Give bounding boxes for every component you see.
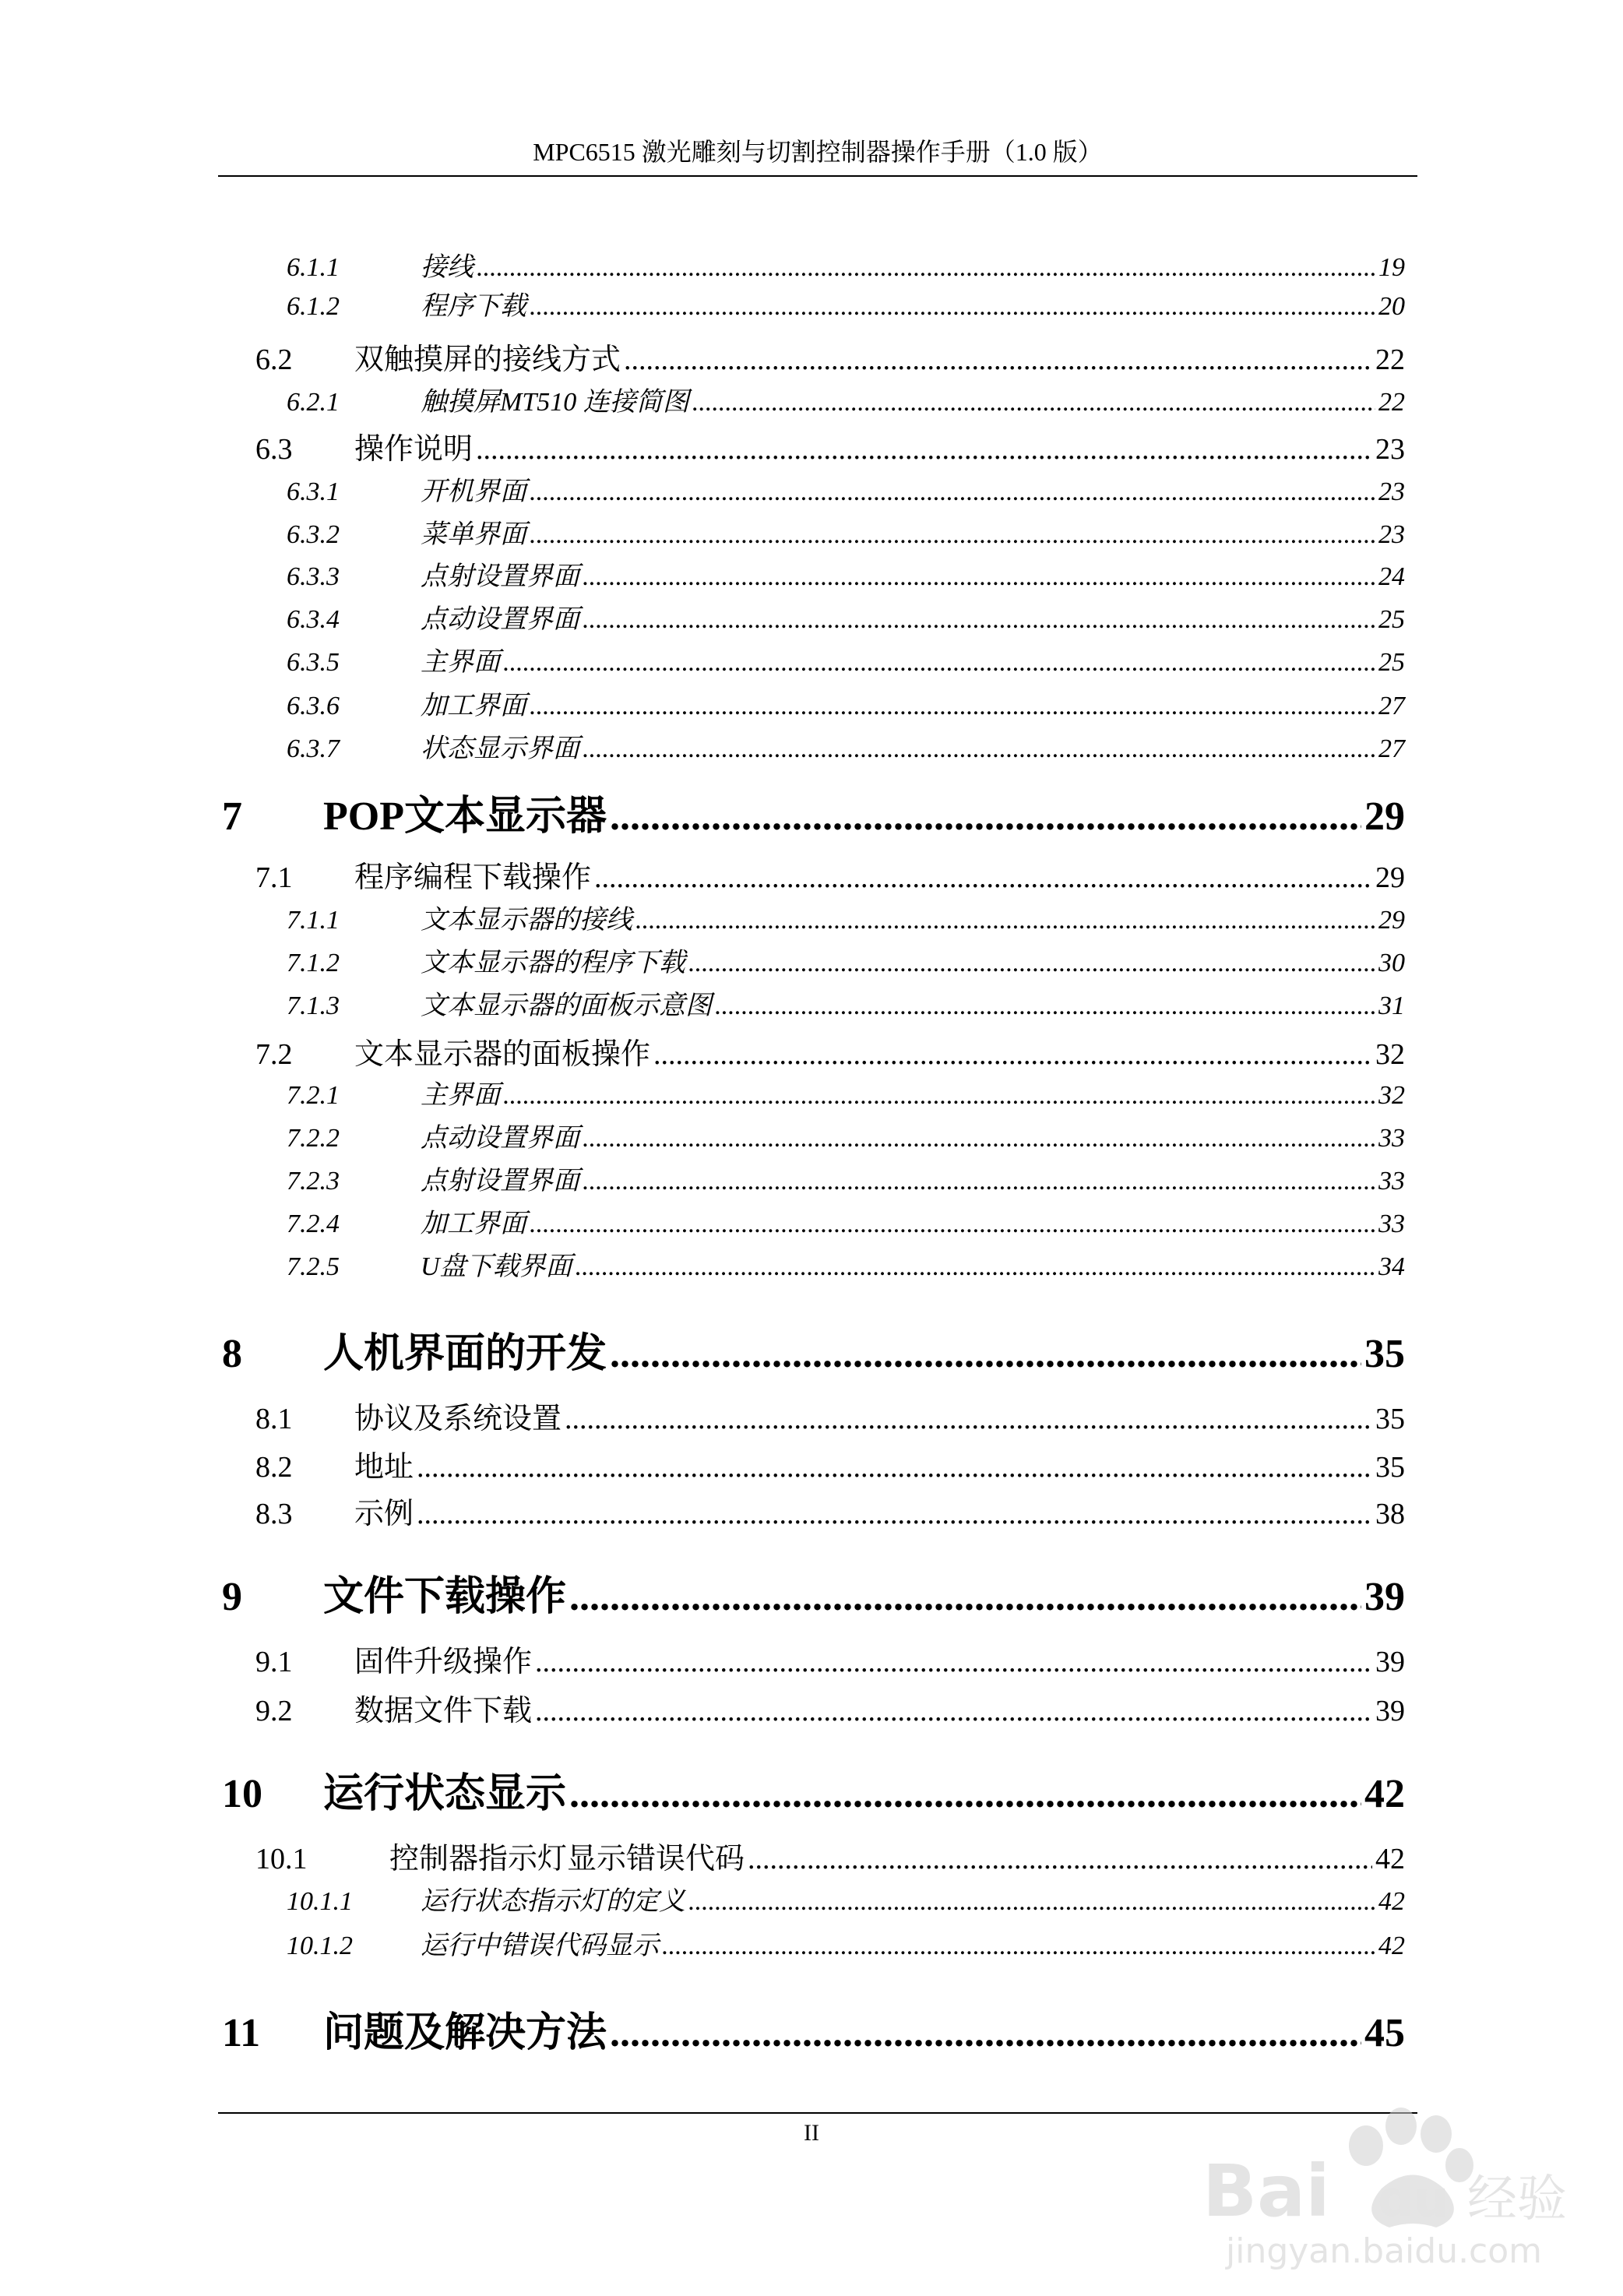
toc-entry-title: 双触摸屏的接线方式 <box>354 343 621 376</box>
toc-entry[interactable] <box>287 245 1405 283</box>
toc-entry-page: 35 <box>1364 1332 1405 1376</box>
toc-leader-dots <box>610 794 1361 840</box>
toc-leader-dots <box>565 1402 1372 1436</box>
baidu-jingyan-watermark <box>1202 2072 1568 2274</box>
toc-entry-number: 8.1 <box>255 1403 293 1435</box>
toc-entry-page: 42 <box>1375 1843 1405 1875</box>
toc-entry-number: 10.1.1 <box>287 1887 353 1916</box>
header-rule <box>218 175 1417 177</box>
toc-entry-title: 程序编程下载操作 <box>354 861 592 894</box>
toc-entry-title: 点射设置界面 <box>421 1167 579 1196</box>
toc-leader-dots <box>583 1167 1375 1196</box>
toc-entry-title: 运行状态指示灯的定义 <box>421 1887 685 1916</box>
toc-entry-title: 地址 <box>354 1451 414 1484</box>
toc-entry-title: 状态显示界面 <box>421 734 579 763</box>
toc-leader-dots <box>569 1574 1361 1620</box>
toc-entry-number: 10.1.2 <box>287 1932 353 1960</box>
toc-entry-page: 23 <box>1378 477 1405 506</box>
toc-entry-page: 45 <box>1364 2011 1405 2055</box>
toc-entry-title: 运行中错误代码显示 <box>421 1932 659 1960</box>
toc-entry-page: 42 <box>1378 1932 1405 1960</box>
toc-leader-dots <box>530 692 1375 721</box>
toc-entry[interactable] <box>287 684 1405 722</box>
toc-entry-page: 27 <box>1378 734 1405 763</box>
toc-entry-title: 文本显示器的接线 <box>421 906 632 935</box>
toc-entry[interactable] <box>255 1637 1405 1680</box>
toc-entry-title: 控制器指示灯显示错误代码 <box>389 1843 745 1875</box>
toc-entry[interactable] <box>222 1999 1405 2058</box>
toc-leader-dots <box>576 1252 1375 1282</box>
toc-entry[interactable] <box>255 1489 1405 1532</box>
toc-entry-number: 8 <box>222 1332 242 1376</box>
toc-entry[interactable] <box>287 727 1405 765</box>
toc-entry-page: 32 <box>1378 1081 1405 1110</box>
toc-entry-page: 33 <box>1378 1167 1405 1196</box>
toc-leader-dots <box>476 432 1372 467</box>
toc-entry-title: 协议及系统设置 <box>354 1403 562 1435</box>
toc-entry-page: 23 <box>1375 433 1405 466</box>
toc-leader-dots <box>583 562 1375 592</box>
toc-entry[interactable] <box>287 380 1405 418</box>
toc-leader-dots <box>535 1694 1372 1728</box>
toc-entry[interactable] <box>287 512 1405 551</box>
toc-entry-title: 接线 <box>421 253 474 282</box>
toc-entry-title: 触摸屏MT510 连接简图 <box>421 388 689 417</box>
toc-entry[interactable] <box>287 984 1405 1022</box>
toc-entry-page: 33 <box>1378 1210 1405 1238</box>
toc-leader-dots <box>583 605 1375 635</box>
toc-entry-page: 29 <box>1375 861 1405 894</box>
toc-leader-dots <box>477 253 1375 283</box>
toc-leader-dots <box>610 1331 1361 1377</box>
toc-leader-dots <box>583 734 1375 764</box>
toc-entry-page: 39 <box>1364 1575 1405 1619</box>
toc-leader-dots <box>635 906 1375 935</box>
toc-entry-number: 7.2 <box>255 1038 293 1071</box>
toc-leader-dots <box>503 648 1375 678</box>
toc-entry-number: 6.3.2 <box>287 520 340 549</box>
toc-entry[interactable] <box>255 853 1405 896</box>
toc-leader-dots <box>594 861 1372 895</box>
toc-entry-number: 9.2 <box>255 1695 293 1727</box>
toc-entry[interactable] <box>222 1760 1405 1819</box>
toc-entry-page: 25 <box>1378 648 1405 677</box>
toc-entry-number: 9 <box>222 1575 242 1619</box>
toc-entry-number: 7.2.1 <box>287 1081 340 1110</box>
toc-entry-number: 10 <box>222 1772 262 1816</box>
toc-entry-number: 11 <box>222 2011 261 2055</box>
toc-entry-page: 30 <box>1378 949 1405 977</box>
toc-leader-dots <box>624 343 1372 377</box>
toc-entry-page: 24 <box>1378 562 1405 591</box>
toc-entry-title: 文件下载操作 <box>323 1575 567 1619</box>
toc-entry-title: 点动设置界面 <box>421 1124 579 1153</box>
toc-entry-number: 7.1 <box>255 861 293 894</box>
toc-entry-page: 29 <box>1364 794 1405 839</box>
toc-entry[interactable] <box>287 1924 1405 1962</box>
toc-entry-title: 操作说明 <box>354 433 474 466</box>
toc-entry-number: 6.3 <box>255 433 293 466</box>
toc-entry-number: 7.1.1 <box>287 906 340 935</box>
toc-entry-page: 19 <box>1378 253 1405 282</box>
toc-entry-number: 8.2 <box>255 1451 293 1484</box>
toc-entry-title: U盘下载界面 <box>421 1252 572 1281</box>
toc-entry-page: 32 <box>1375 1038 1405 1071</box>
toc-leader-dots <box>535 1645 1372 1679</box>
toc-entry-title: 点动设置界面 <box>421 605 579 634</box>
toc-entry-title: 加工界面 <box>421 692 526 720</box>
toc-entry-title: 菜单界面 <box>421 520 526 549</box>
toc-entry-title: 人机界面的开发 <box>323 1332 607 1376</box>
toc-entry[interactable] <box>222 783 1405 841</box>
toc-entry-number: 7 <box>222 794 242 839</box>
toc-entry-title: 文本显示器的面板操作 <box>354 1038 651 1071</box>
toc-leader-dots <box>530 1210 1375 1239</box>
toc-entry-number: 10.1 <box>255 1843 308 1875</box>
toc-entry[interactable] <box>287 640 1405 678</box>
toc-entry[interactable] <box>287 1879 1405 1917</box>
toc-leader-dots <box>530 292 1375 322</box>
toc-entry-number: 6.3.6 <box>287 692 340 720</box>
toc-entry-title: 主界面 <box>421 648 500 677</box>
toc-entry-number: 7.2.2 <box>287 1124 340 1153</box>
toc-entry-number: 6.3.5 <box>287 648 340 677</box>
toc-entry-title: 加工界面 <box>421 1210 526 1238</box>
toc-entry[interactable] <box>287 1245 1405 1283</box>
toc-leader-dots <box>653 1037 1372 1072</box>
toc-leader-dots <box>662 1932 1375 1961</box>
toc-leader-dots <box>417 1497 1372 1531</box>
toc-leader-dots <box>569 1771 1361 1817</box>
toc-entry-page: 23 <box>1378 520 1405 549</box>
toc-entry-page: 27 <box>1378 692 1405 720</box>
toc-entry[interactable] <box>287 597 1405 636</box>
toc-leader-dots <box>688 949 1375 978</box>
toc-leader-dots <box>417 1450 1372 1484</box>
toc-entry[interactable] <box>255 1686 1405 1729</box>
toc-entry-page: 20 <box>1378 292 1405 321</box>
toc-leader-dots <box>692 388 1375 417</box>
toc-entry-number: 6.2.1 <box>287 388 340 417</box>
toc-entry-title: 数据文件下载 <box>354 1695 533 1727</box>
toc-entry[interactable] <box>222 1320 1405 1379</box>
toc-entry[interactable] <box>255 335 1405 378</box>
toc-entry-page: 33 <box>1378 1124 1405 1153</box>
toc-entry[interactable] <box>287 1159 1405 1197</box>
toc-entry-number: 6.2 <box>255 343 293 376</box>
toc-entry-page: 31 <box>1378 991 1405 1020</box>
toc-entry[interactable] <box>287 470 1405 508</box>
toc-entry[interactable] <box>287 1202 1405 1240</box>
toc-entry-page: 39 <box>1375 1695 1405 1727</box>
toc-entry-title: 固件升级操作 <box>354 1646 533 1678</box>
toc-entry-page: 39 <box>1375 1646 1405 1678</box>
toc-leader-dots <box>583 1124 1375 1153</box>
toc-entry-title: 点射设置界面 <box>421 562 579 591</box>
toc-leader-dots <box>530 477 1375 507</box>
toc-leader-dots <box>715 991 1375 1021</box>
toc-entry-number: 6.3.7 <box>287 734 340 763</box>
toc-entry-number: 6.3.1 <box>287 477 340 506</box>
toc-leader-dots <box>610 2010 1361 2056</box>
toc-entry[interactable] <box>287 941 1405 979</box>
watermark-url: jingyan.baidu.com <box>1226 2231 1543 2271</box>
toc-entry[interactable] <box>287 1073 1405 1111</box>
toc-entry-number: 6.3.3 <box>287 562 340 591</box>
toc-entry[interactable] <box>255 1442 1405 1485</box>
toc-leader-dots <box>530 520 1375 550</box>
toc-entry[interactable] <box>287 555 1405 593</box>
toc-entry-title: 文本显示器的程序下载 <box>421 949 685 977</box>
toc-entry-title: 主界面 <box>421 1081 500 1110</box>
toc-entry-number: 6.1.2 <box>287 292 340 321</box>
page-header: MPC6515 激光雕刻与切割控制器操作手册（1.0 版） <box>533 138 1103 166</box>
page-number: II <box>804 2120 819 2146</box>
toc-entry[interactable] <box>287 898 1405 936</box>
toc-entry-title: 问题及解决方法 <box>323 2011 607 2055</box>
toc-entry-page: 38 <box>1375 1498 1405 1530</box>
toc-entry-page: 35 <box>1375 1403 1405 1435</box>
toc-entry-page: 22 <box>1375 343 1405 376</box>
toc-entry[interactable] <box>222 1563 1405 1622</box>
toc-leader-dots <box>688 1887 1375 1917</box>
toc-entry-title: 程序下载 <box>421 292 526 321</box>
toc-entry-title: 示例 <box>354 1498 414 1530</box>
toc-entry[interactable] <box>255 1394 1405 1437</box>
toc-entry[interactable] <box>287 1116 1405 1154</box>
toc-leader-dots <box>503 1081 1375 1111</box>
toc-entry-number: 9.1 <box>255 1646 293 1678</box>
toc-entry-page: 29 <box>1378 906 1405 935</box>
toc-entry-number: 7.1.2 <box>287 949 340 977</box>
toc-entry-number: 7.2.3 <box>287 1167 340 1196</box>
toc-entry-page: 42 <box>1364 1772 1405 1816</box>
toc-entry[interactable] <box>255 1834 1405 1877</box>
toc-entry-page: 25 <box>1378 605 1405 634</box>
toc-entry-number: 7.2.5 <box>287 1252 340 1281</box>
toc-entry-number: 7.2.4 <box>287 1210 340 1238</box>
toc-entry-number: 7.1.3 <box>287 991 340 1020</box>
toc-entry-page: 34 <box>1378 1252 1405 1281</box>
toc-entry[interactable] <box>255 424 1405 467</box>
toc-entry[interactable] <box>287 284 1405 322</box>
toc-entry[interactable] <box>255 1030 1405 1072</box>
toc-entry-number: 6.1.1 <box>287 253 340 282</box>
watermark-brand: Bai <box>1202 2150 1330 2233</box>
toc-leader-dots <box>748 1842 1372 1876</box>
toc-entry-page: 22 <box>1378 388 1405 417</box>
watermark-product: 经验 <box>1467 2171 1567 2228</box>
toc-entry-title: 开机界面 <box>421 477 526 506</box>
toc-entry-page: 42 <box>1378 1887 1405 1916</box>
toc-entry-page: 35 <box>1375 1451 1405 1484</box>
toc-entry-title: 运行状态显示 <box>323 1772 567 1816</box>
toc-entry-number: 8.3 <box>255 1498 293 1530</box>
toc-entry-number: 6.3.4 <box>287 605 340 634</box>
watermark-brand-du: du <box>1378 2171 1449 2228</box>
toc-entry-title: 文本显示器的面板示意图 <box>421 991 712 1020</box>
toc-entry-title: POP文本显示器 <box>323 794 607 839</box>
